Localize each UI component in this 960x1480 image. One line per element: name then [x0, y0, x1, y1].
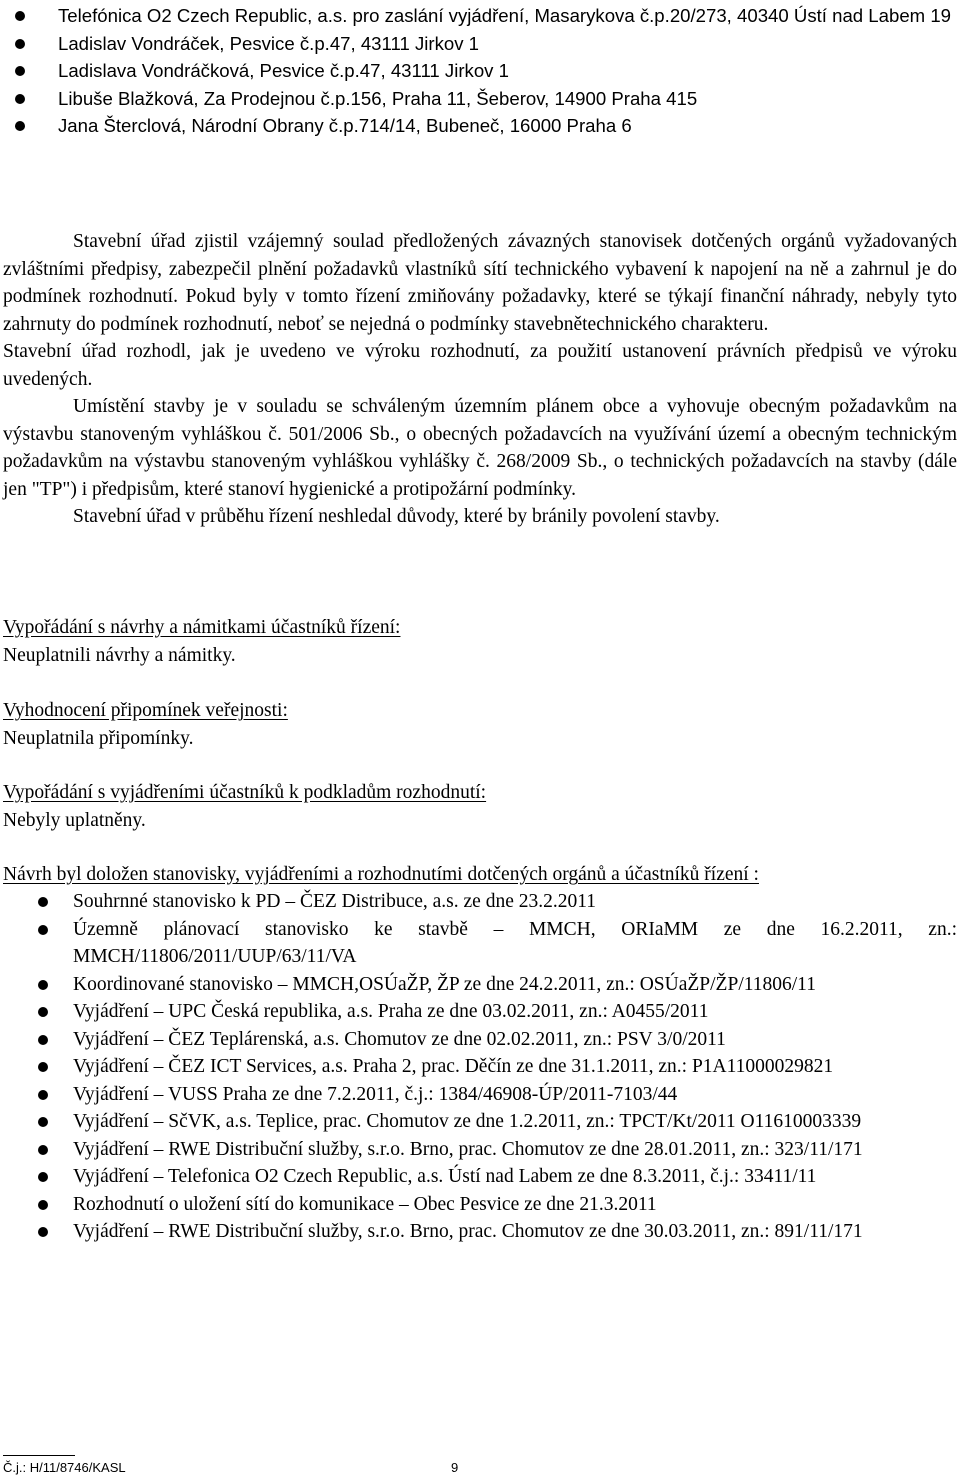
list-item [3, 1218, 957, 1246]
participant-text: Libuše Blažková, Za Prodejnou č.p.156, Praha 11, Šeberov, 14900 Praha 415 [58, 87, 698, 109]
list-item [12, 112, 956, 140]
document-text: Rozhodnutí o uložení sítí do komunikace – Obec Pesvice ze dne 21.3.2011 [73, 1193, 657, 1215]
list-item [12, 85, 956, 113]
reference-number: Č.j.: H/11/8746/KASL [3, 1460, 126, 1475]
participant-text: Jana Šterclová, Národní Obrany č.p.714/14, Bubeneč, 16000 Praha 6 [58, 115, 632, 136]
list-item [3, 1163, 957, 1191]
document-text: Vyjádření – ČEZ ICT Services, a.s. Praha 2, prac. Děčín ze dne 31.1.2011, zn.: P1A11000029821 [73, 1056, 834, 1077]
section-heading: Vypořádání s návrhy a námitkami účastníků řízení: [3, 617, 401, 638]
section-text: Neuplatnili návrhy a námitky. [3, 644, 236, 666]
bullet-icon [38, 897, 48, 907]
bullet-icon [38, 1062, 48, 1072]
document-text: Vyjádření – Telefonica O2 Czech Republic, a.s. Ústí nad Labem ze dne 8.3.2011, č.j.: 33411/11 [73, 1166, 817, 1187]
paragraph-decision: Stavební úřad rozhodl, jak je uvedeno ve výroku rozhodnutí, za použití ustanovení právních předpisů ve výroku uvedených. [3, 341, 957, 390]
bullet-icon [38, 1227, 48, 1237]
document-text: Souhrnné stanovisko k PD – ČEZ Distribuce, a.s. ze dne 23.2.2011 [73, 891, 597, 912]
list-item [3, 1053, 957, 1081]
list-item [12, 30, 956, 58]
section-heading: Vypořádání s vyjádřeními účastníků k podkladům rozhodnutí: [3, 782, 487, 803]
bullet-icon [38, 925, 48, 935]
section-statements [3, 779, 957, 834]
section-heading: Návrh byl doložen stanovisky, vyjádřeními a rozhodnutími dotčených orgánů a účastníků řízení : [3, 864, 759, 885]
bullet-icon [38, 1145, 48, 1155]
document-text: Vyjádření – RWE Distribuční služby, s.r.o. Brno, prac. Chomutov ze dne 28.01.2011, zn.: 323/11/171 [73, 1138, 863, 1160]
document-text: Vyjádření – ČEZ Teplárenská, a.s. Chomutov ze dne 02.02.2011, zn.: PSV 3/0/2011 [73, 1028, 726, 1050]
document-text: Vyjádření – VUSS Praha ze dne 7.2.2011, č.j.: 1384/46908-ÚP/2011-7103/44 [73, 1083, 678, 1105]
bullet-icon [38, 980, 48, 990]
list-item [3, 916, 957, 971]
bullet-icon [38, 1172, 48, 1182]
bullet-icon [38, 1117, 48, 1127]
list-item [3, 1081, 957, 1109]
bullet-icon [15, 121, 25, 131]
paragraph-placement: Umístění stavby je v souladu se schváleným územním plánem obce a vyhovuje obecným požadavkům na výstavbu stanoveným vyhláškou č. 501/2006 Sb., o obecných požadavcích na využívání území a obecným technickým požadavkům na výstavbu stanoveným vyhláškou vyhlášky č. 268/2009 Sb., o technických požadavcích na stavby (dále jen "TP") i předpisům, které stanoví hygienické a protipožární podmínky. [3, 396, 957, 500]
document-text: Vyjádření – UPC Česká republika, a.s. Praha ze dne 03.02.2011, zn.: A0455/2011 [73, 1001, 709, 1022]
bullet-icon [38, 1007, 48, 1017]
list-item [3, 971, 957, 999]
participant-text: Telefónica O2 Czech Republic, a.s. pro zaslání vyjádření, Masarykova č.p.20/273, 40340 Ústí nad Labem 19 [58, 5, 951, 26]
reasoning-text [3, 228, 957, 531]
bullet-icon [15, 66, 25, 76]
section-public-comments [3, 697, 957, 752]
list-item [3, 1026, 957, 1054]
list-item [12, 57, 956, 85]
bullet-icon [15, 11, 25, 21]
bullet-icon [38, 1035, 48, 1045]
section-text: Nebyly uplatněny. [3, 809, 146, 831]
section-text: Neuplatnila připomínky. [3, 727, 194, 749]
section-proposals [3, 614, 957, 669]
footer-divider [3, 1455, 75, 1456]
list-item [3, 888, 957, 916]
documents-list [3, 888, 957, 1246]
section-documents [3, 861, 957, 889]
list-item [3, 1136, 957, 1164]
section-heading: Vyhodnocení připomínek veřejnosti: [3, 700, 288, 721]
list-item [12, 2, 956, 30]
list-item [3, 1191, 957, 1219]
participant-text: Ladislava Vondráčková, Pesvice č.p.47, 43111 Jirkov 1 [58, 60, 509, 81]
page-number: 9 [451, 1460, 459, 1475]
list-item [3, 998, 957, 1026]
bullet-icon [15, 39, 25, 49]
bullet-icon [38, 1200, 48, 1210]
document-text: Vyjádření – SčVK, a.s. Teplice, prac. Chomutov ze dne 1.2.2011, zn.: TPCT/Kt/2011 O11610003339 [73, 1111, 862, 1132]
participants-list [12, 2, 956, 140]
participant-text: Ladislav Vondráček, Pesvice č.p.47, 43111 Jirkov 1 [58, 32, 480, 54]
list-item [3, 1108, 957, 1136]
bullet-icon [15, 94, 25, 104]
document-text: Koordinované stanovisko – MMCH,OSÚaŽP, ŽP ze dne 24.2.2011, zn.: OSÚaŽP/ŽP/11806/11 [73, 973, 816, 995]
document-text: Územně plánovací stanovisko ke stavbě – MMCH, ORIaMM ze dne 16.2.2011, zn.: MMCH/11806/2011/UUP/63/11/VA [73, 918, 957, 967]
paragraph-compliance: Stavební úřad zjistil vzájemný soulad předložených závazných stanovisek dotčených orgánů vyžadovaných zvláštními předpisy, zabezpečil plnění požadavků vlastníků sítí technického vybavení k napojení na ně a zahrnul je do podmínek rozhodnutí. Pokud byly v tomto řízení zmiňovány požadavky, které se týkají finanční náhrady, nebyly tyto zahrnuty do podmínek rozhodnutí, neboť se nejedná o podmínky stavebnětechnického charakteru. [3, 231, 957, 335]
document-text: Vyjádření – RWE Distribuční služby, s.r.o. Brno, prac. Chomutov ze dne 30.03.2011, zn.: 891/11/171 [73, 1221, 863, 1242]
bullet-icon [38, 1090, 48, 1100]
paragraph-no-obstacles: Stavební úřad v průběhu řízení neshledal důvody, které by bránily povolení stavby. [73, 506, 720, 527]
